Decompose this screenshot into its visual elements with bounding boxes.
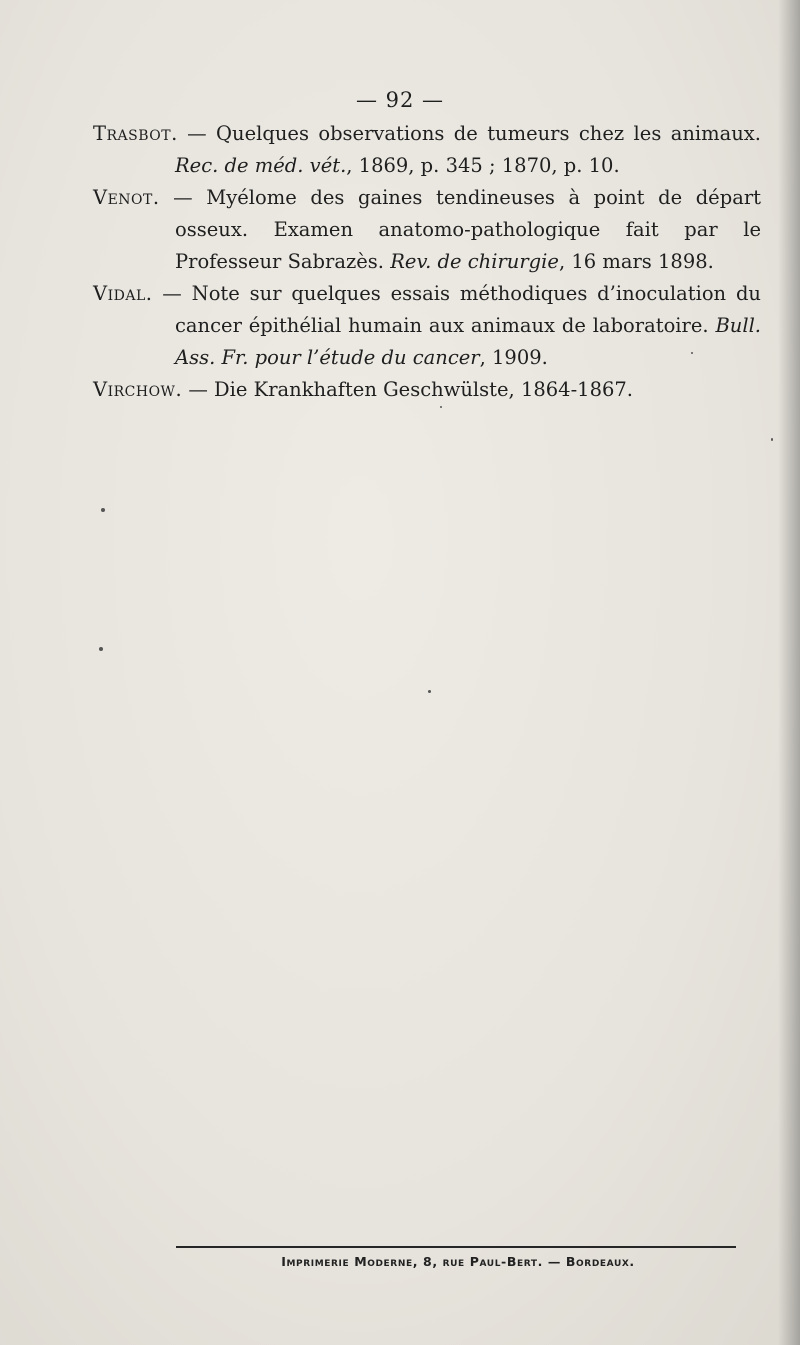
scan-speck bbox=[101, 508, 105, 512]
reference-text: — Myélome des gaines tendineuses à point de départ osseux. Examen anatomo-pathologique fait par le Professeur Sabrazès. bbox=[159, 186, 761, 273]
reference-text: — Die Krankhaften Geschwülste, 1864-1867. bbox=[182, 378, 633, 401]
footer-divider bbox=[176, 1246, 736, 1248]
reference-journal: Rec. de méd. vét. bbox=[175, 154, 347, 177]
reference-text: , 16 mars 1898. bbox=[558, 250, 714, 273]
scan-speck bbox=[691, 352, 693, 354]
reference-text: — Note sur quelques essais méthodiques d’inoculation du cancer épithélial humain aux animaux de laboratoire. bbox=[152, 282, 761, 337]
reference-entry bbox=[93, 374, 761, 406]
reference-entry bbox=[93, 182, 761, 278]
printer-imprint: Imprimerie Moderne, 8, rue Paul-Bert. — Bordeaux. bbox=[281, 1254, 635, 1269]
reference-journal: Bull. Ass. Fr. pour l’étude du cancer bbox=[175, 314, 761, 369]
scan-speck bbox=[99, 647, 103, 651]
scan-speck bbox=[440, 406, 442, 408]
reference-text: , 1909. bbox=[479, 346, 548, 369]
bibliography-list bbox=[93, 118, 761, 406]
reference-author: Vidal. bbox=[93, 282, 153, 305]
reference-text: , 1869, p. 345 ; 1870, p. 10. bbox=[346, 154, 620, 177]
reference-entry bbox=[93, 118, 761, 182]
reference-author: Trasbot. bbox=[93, 122, 178, 145]
reference-author: Venot. bbox=[93, 186, 160, 209]
page-edge-shadow bbox=[778, 0, 800, 1345]
reference-journal: Rev. de chirurgie bbox=[390, 250, 559, 273]
page-number: — 92 — bbox=[355, 88, 445, 112]
reference-text: — Quelques observations de tumeurs chez les animaux. bbox=[177, 122, 761, 145]
scan-speck bbox=[428, 690, 431, 693]
scan-speck bbox=[771, 438, 773, 441]
reference-entry bbox=[93, 278, 761, 374]
reference-author: Virchow. bbox=[93, 378, 183, 401]
